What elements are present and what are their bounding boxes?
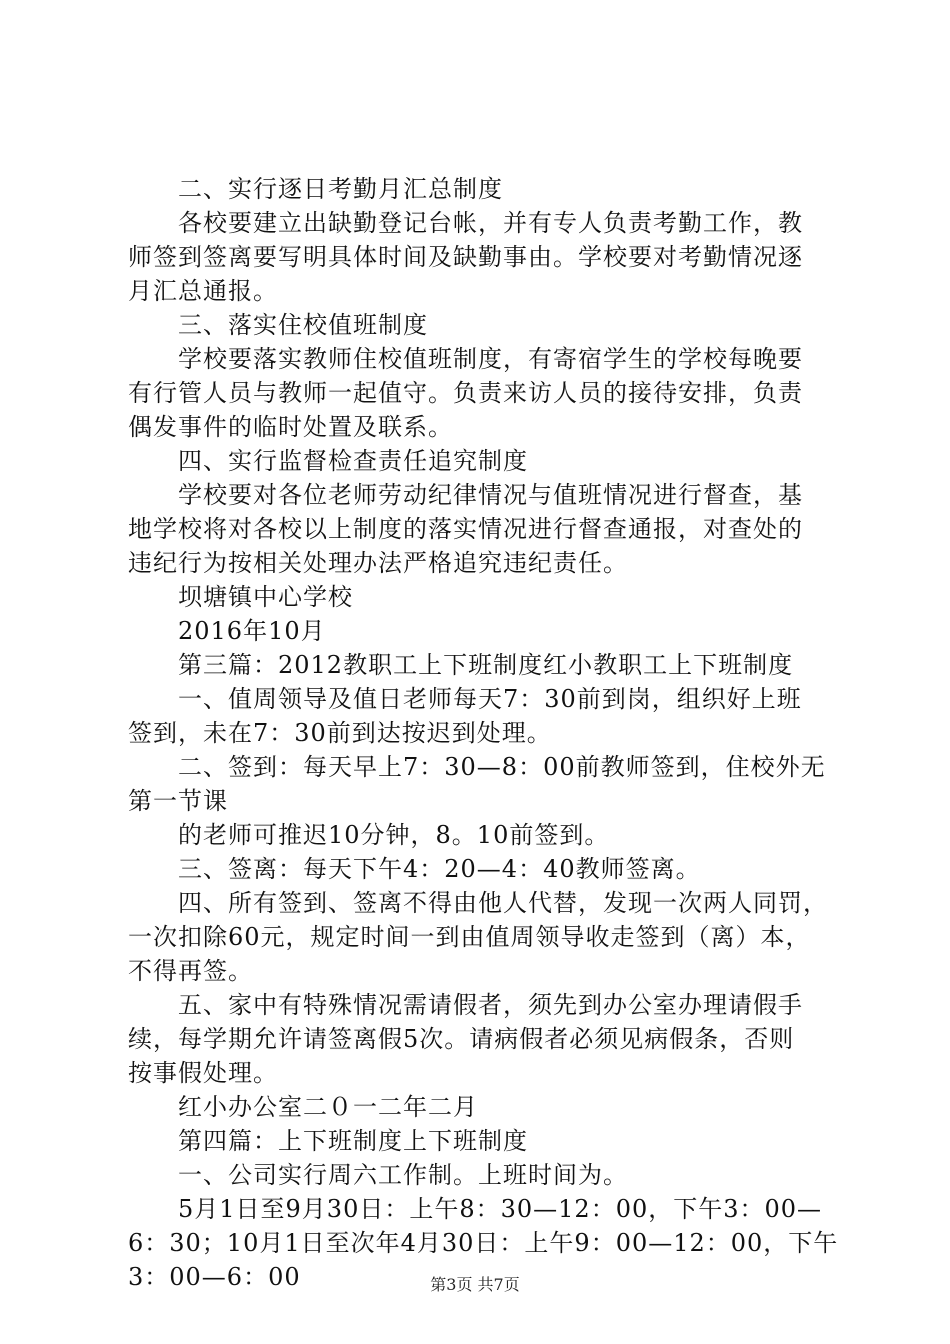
text-line: 四、所有签到、签离不得由他人代替，发现一次两人同罚， <box>178 889 828 917</box>
text-line: 第四篇：上下班制度上下班制度 <box>178 1127 528 1155</box>
text-line: 一、公司实行周六工作制。上班时间为。 <box>178 1161 628 1189</box>
text-line: 3：00—6：00 <box>128 1263 301 1291</box>
text-line: 坝塘镇中心学校 <box>178 583 353 611</box>
text-line: 红小办公室二０一二年二月 <box>178 1093 478 1121</box>
text-line: 签到，未在7：30前到达按迟到处理。 <box>128 719 552 747</box>
text-line: 各校要建立出缺勤登记台帐，并有专人负责考勤工作，教 <box>178 209 803 237</box>
text-line: 学校要对各位老师劳动纪律情况与值班情况进行督查，基 <box>178 481 803 509</box>
text-line: 第一节课 <box>128 787 228 815</box>
text-line: 偶发事件的临时处置及联系。 <box>128 413 453 441</box>
text-line: 有行管人员与教师一起值守。负责来访人员的接待安排，负责 <box>128 379 803 407</box>
text-line: 月汇总通报。 <box>128 277 278 305</box>
text-line: 师签到签离要写明具体时间及缺勤事由。学校要对考勤情况逐 <box>128 243 803 271</box>
text-line: 不得再签。 <box>128 957 253 985</box>
text-line: 三、签离：每天下午4：20—4：40教师签离。 <box>178 855 701 883</box>
text-line: 续，每学期允许请签离假5次。请病假者必须见病假条，否则 <box>128 1025 795 1053</box>
text-line: 的老师可推迟10分钟，8。10前签到。 <box>178 821 610 849</box>
text-line: 二、签到：每天早上7：30—8：00前教师签到，住校外无 <box>178 753 826 781</box>
text-line: 一次扣除60元，规定时间一到由值周领导收走签到（离）本， <box>128 923 811 951</box>
text-line: 一、值周领导及值日老师每天7：30前到岗，组织好上班 <box>178 685 802 713</box>
document-body <box>128 172 839 1294</box>
text-line: 违纪行为按相关处理办法严格追究违纪责任。 <box>128 549 628 577</box>
text-line: 按事假处理。 <box>128 1059 278 1087</box>
text-line: 五、家中有特殊情况需请假者，须先到办公室办理请假手 <box>178 991 803 1019</box>
text-line: 三、落实住校值班制度 <box>178 311 428 339</box>
text-line: 2016年10月 <box>178 617 326 645</box>
text-line: 6：30；10月1日至次年4月30日：上午9：00—12：00，下午 <box>128 1229 839 1257</box>
text-line: 四、实行监督检查责任追究制度 <box>178 447 528 475</box>
text-line: 学校要落实教师住校值班制度，有寄宿学生的学校每晚要 <box>178 345 803 373</box>
text-line: 5月1日至9月30日：上午8：30—12：00，下午3：00— <box>178 1195 823 1223</box>
text-line: 二、实行逐日考勤月汇总制度 <box>178 175 503 203</box>
text-line: 第三篇：2012教职工上下班制度红小教职工上下班制度 <box>178 651 794 679</box>
text-line: 地学校将对各校以上制度的落实情况进行督查通报，对查处的 <box>128 515 803 543</box>
page-footer: 第3页 共7页 <box>430 1275 520 1294</box>
